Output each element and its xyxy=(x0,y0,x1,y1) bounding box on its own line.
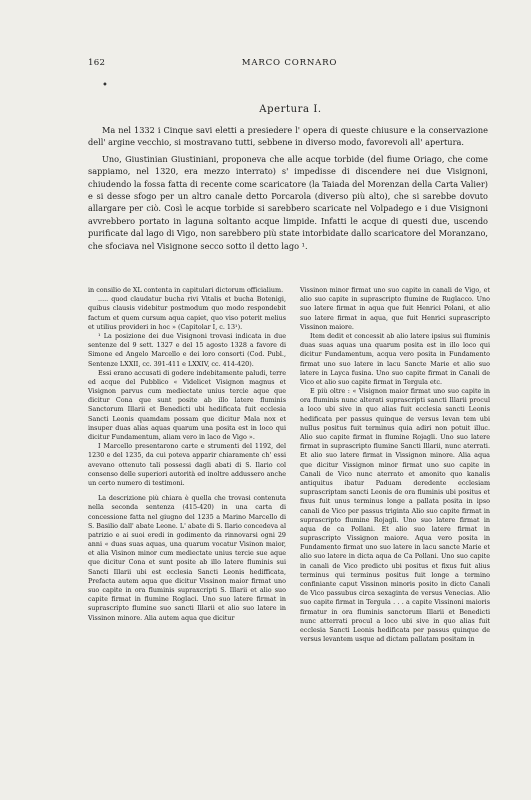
intro-paragraph: Ma nel 1332 i Cinque savi eletti a presiedere l' opera di queste chiusure e la conservazione dell' argine vecchio, si mostravano tutti, sebbene in diverso modo, favorevoli all' apertura. xyxy=(88,125,488,148)
footnote-paragraph: Item dedit et concessit ab alio latere ipsius sui fluminis duas suas aquas una quarum posita est in illo loco qui dicitur Fundamentum, acqua vero posita in Fundamento firmat uno suo latere in lacu Sancte Marie et alio suo latere in Layca fusina. Uno suo capite firmat in Canali de Vico et alio suo capite firmat in Tergula etc. xyxy=(300,331,490,386)
section-title: Apertura I. xyxy=(259,104,322,115)
footnote-paragraph: La descrizione più chiara è quella che trovasi contenuta nella seconda sentenza (415-420) in una carta di concessione fatta nel giugno del 1235 a Marino Marcello di S. Basilio dall' abate Leone. L' abate di S. Ilario concedeva al patrizio e ai suoi eredi in godimento da rinnovarsi ogni 29 anni « duas suas aquas, una quarum vocatur Visinon maior, et alia Visinon minor cum mediectate unius tercie sue aque que dicitur Cona et sunt posite ab illo latere fluminis sui Sancti Illarii ubi est ecclesia Sancti Leonis hedifficata, Prefacta autem aqua que dicitur Vissinon maior firmat uno suo capite in ora fluminis supraxcripti S. Illarii et alio suo capite firmat in flumine Roglaci. Uno suo latere firmat in suprascripto flumine suo sancti Illarii et alio suo latere in Vissinon minore. Alia autem aqua que dicitur xyxy=(88,494,286,622)
footnote-column-left xyxy=(88,286,286,623)
running-title: MARCO CORNARO xyxy=(241,58,338,68)
intro-paragraph: Uno, Giustinian Giustiniani, proponeva che alle acque torbide (del fiume Oriago, che come sappiamo, nel 1320, era mezzo interrato) s' impedisse di discendere nei due Visignoni, chiudendo la fossa fatta di recente come scaricatore (la Taiada del Morenzan della Carta Valier) e si desse sfogo per un altro canale detto Porcarola (diverso più alto), che si sarebbe dovuto allargare per ciò. Così le acque torbide si sarebbero scaricate nel Volpadego e i due Visignoni avvrebbero portato in laguna soltanto acque limpide. Infatti le acque di questi due, uscendo purificate dal lago di Vigo, non sarebbero più state intorbidate dallo scaricatore del Moranzano, che sfociava nel Visignone secco sotto il detto lago ¹. xyxy=(88,153,488,251)
footnote-column-right xyxy=(300,286,490,644)
footnote-paragraph: Vissinon minor firmat uno suo capite in canali de Vigo, et alio suo capite in suprascripto flumine de Ruglacco. Uno suo latere firmat in aqua que fuit Henrici Polani, et alio suo latere firmat in aqua, que fuit Henrici suprascripto Vissinon maiore. xyxy=(300,286,490,331)
intro-text xyxy=(88,124,488,256)
footnote-paragraph: E più oltre : « Visignon maior firmat uno suo capite in ora fluminis nunc alterati suprascripti sancti Illarii procul a loco ubi sive in quo alias fuit ecclesia sancti Leonis hedificata per passus quinque de versus levan tem ubi nullus positus fuit terminus quia adiri non potuit illuc. Alio suo capite firmat in flumine Rojagli. Uno suo latere firmat in suprascripto flumine Sancti Illarii, nunc aterrati. Et alio suo latere firmat in Vissignon minore. Alia aqua que dicitur Vissignon minor firmat uno suo capite in Canali de Vico nunc aterrato et amonito quo kanalis antiquitus ibatur Paduam deredente ecclesiam suprascriptam sancti Leonis de ora fluminis ubi positus et fixus fuit unus terminus longe a pallata posita in ipso canali de Vico per passus triginta Alio suo capite firmat in suprascripto flumine Rojagli. Uno suo latere firmat in aqua de ca Pollani. Et alio suo latere firmat in suprascripto Vissignon maiore. Aqua vero posita in Fundamento firmat uno suo latere in lacu sancte Marie et alio suo latere in dicta aqua de Ca Pollani. Uno suo capite in canali de Vico predicto ubi positus et fixus fuit alius terminus qui terminus positus fuit longe a termino confiniante caput Vissinon minoris posito in dicto Canali de Vico passubus circa sexaginta de versus Venecias. Alio suo capite firmat in Tergula . . . a capite Vissinoni maioris firmatur in ora fluminis sanctorum Illarii et Benedicti nunc atterrati procul a loco ubi sive in quo alias fuit ecclesia Sancti Leonis hedificata per passus quinque de versus levantem usque ad dictam pallatam positam in xyxy=(300,387,490,644)
footnote-paragraph: in consilio de XL contenta in capitulari dictorum officialium. xyxy=(88,286,284,294)
footnote-paragraph: Essi erano accusati di godere indebitamente paludi, terre ed acque del Pubblico « Videlicet Visignon magnus et Visignon parvus cum mediectate unius tercie aque que dicitur Cona que sunt posite ab illo latere fluminis Sanctorum Illarii et Benedicti ubi hedificata fuit ecclesia Sancti Leonis quamdam possam que dicitur Mala nox et insuper duas alias aquas quarum una posita est in loco qui dicitur Fundamentum, aliam vero in laco de Vigo ». xyxy=(88,368,286,441)
footnote-paragraph: ¹ La posizione dei due Visignoni trovasi indicata in due sentenze del 9 sett. 1327 e del 15 agosto 1328 a favore di Simone ed Angelo Marcello e dei loro consorti (Cod. Publ., Sentenze LXXII, cc. 391-411 e LXXIV, cc. 414-420). xyxy=(88,331,286,368)
footnote-paragraph: ..... quod claudatur bucha rivi Vitalis et bucha Botenigi, quibus clausis videbitur postmodum quo modo respondebit factum et quem cursum aqua capiet, quo viso poterit melius et utilius provideri in hoc » (Capitolar I, c. 13¹). xyxy=(88,295,286,331)
ink-mark: • xyxy=(102,80,108,91)
footnote-paragraph: I Marcello presentarono carte e strumenti del 1192, del 1230 e del 1235, da cui poteva apparir chiaramente ch' essi avevano ottenuto tali possessi dagli abati di S. Ilario col consenso delle superiori autorità ed inoltre addussero anche un certo numero di testimoni. xyxy=(88,442,286,487)
page-number: 162 xyxy=(88,58,106,68)
